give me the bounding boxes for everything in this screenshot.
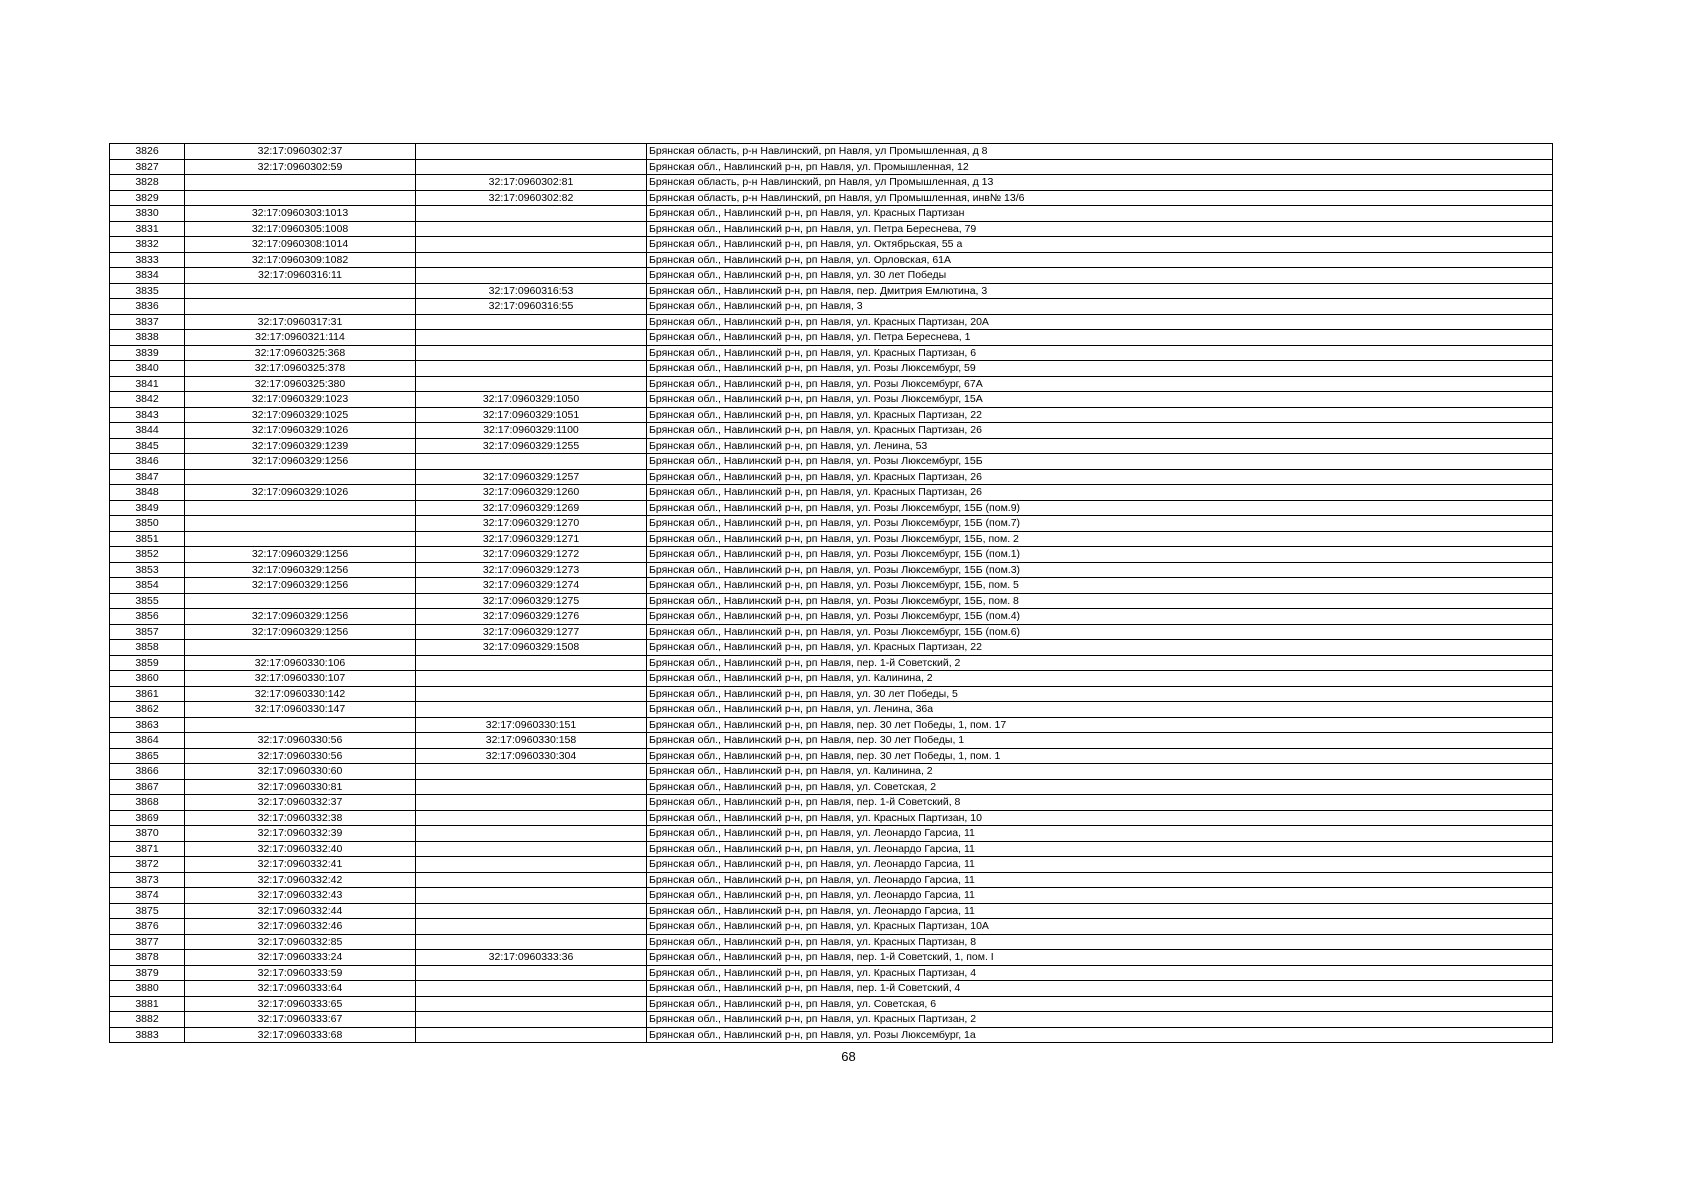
address-cell: Брянская обл., Навлинский р-н, рп Навля, 3: [647, 299, 1553, 315]
address-cell: Брянская обл., Навлинский р-н, рп Навля, ул. Розы Люксембург, 15Б, пом. 5: [647, 578, 1553, 594]
address-cell: Брянская обл., Навлинский р-н, рп Навля, пер. 1-й Советский, 2: [647, 655, 1553, 671]
row-number-cell: 3880: [110, 981, 185, 997]
cadastral-number-cell: 32:17:0960330:56: [185, 748, 416, 764]
related-cadastral-number-cell: [416, 345, 647, 361]
row-number-cell: 3836: [110, 299, 185, 315]
table-row: [110, 888, 1553, 904]
cadastral-number-cell: 32:17:0960332:38: [185, 810, 416, 826]
table-row: [110, 252, 1553, 268]
address-cell: Брянская область, р-н Навлинский, рп Навля, ул Промышленная, д 13: [647, 175, 1553, 191]
table-row: [110, 578, 1553, 594]
cadastral-number-cell: 32:17:0960308:1014: [185, 237, 416, 253]
cadastral-number-cell: [185, 516, 416, 532]
related-cadastral-number-cell: [416, 144, 647, 160]
row-number-cell: 3863: [110, 717, 185, 733]
table-row: [110, 919, 1553, 935]
related-cadastral-number-cell: [416, 268, 647, 284]
related-cadastral-number-cell: 32:17:0960329:1271: [416, 531, 647, 547]
address-cell: Брянская область, р-н Навлинский, рп Навля, ул Промышленная, д 8: [647, 144, 1553, 160]
row-number-cell: 3875: [110, 903, 185, 919]
related-cadastral-number-cell: 32:17:0960302:82: [416, 190, 647, 206]
cadastral-number-cell: 32:17:0960305:1008: [185, 221, 416, 237]
table-row: [110, 221, 1553, 237]
table-row: [110, 702, 1553, 718]
related-cadastral-number-cell: [416, 1027, 647, 1043]
address-cell: Брянская обл., Навлинский р-н, рп Навля, ул. Ленина, 53: [647, 438, 1553, 454]
related-cadastral-number-cell: [416, 237, 647, 253]
cadastral-number-cell: 32:17:0960330:60: [185, 764, 416, 780]
table-row: [110, 1012, 1553, 1028]
cadastral-number-cell: 32:17:0960330:81: [185, 779, 416, 795]
address-cell: Брянская обл., Навлинский р-н, рп Навля, ул. 30 лет Победы: [647, 268, 1553, 284]
related-cadastral-number-cell: 32:17:0960329:1277: [416, 624, 647, 640]
related-cadastral-number-cell: 32:17:0960329:1255: [416, 438, 647, 454]
row-number-cell: 3834: [110, 268, 185, 284]
address-cell: Брянская обл., Навлинский р-н, рп Навля, ул. Розы Люксембург, 15Б (пом.1): [647, 547, 1553, 563]
table-row: [110, 283, 1553, 299]
cadastral-number-cell: 32:17:0960332:39: [185, 826, 416, 842]
table-row: [110, 671, 1553, 687]
related-cadastral-number-cell: [416, 981, 647, 997]
table-row: [110, 361, 1553, 377]
related-cadastral-number-cell: 32:17:0960329:1270: [416, 516, 647, 532]
address-cell: Брянская обл., Навлинский р-н, рп Навля, ул. Розы Люксембург, 15Б (пом.9): [647, 500, 1553, 516]
cadastral-number-cell: 32:17:0960325:378: [185, 361, 416, 377]
cadastral-number-cell: [185, 299, 416, 315]
row-number-cell: 3833: [110, 252, 185, 268]
address-cell: Брянская обл., Навлинский р-н, рп Навля, ул. Октябрьская, 55 а: [647, 237, 1553, 253]
row-number-cell: 3850: [110, 516, 185, 532]
related-cadastral-number-cell: 32:17:0960316:53: [416, 283, 647, 299]
related-cadastral-number-cell: [416, 779, 647, 795]
cadastral-number-cell: [185, 469, 416, 485]
cadastral-number-cell: 32:17:0960302:59: [185, 159, 416, 175]
cadastral-number-cell: 32:17:0960330:147: [185, 702, 416, 718]
cadastral-number-cell: 32:17:0960333:65: [185, 996, 416, 1012]
address-cell: Брянская обл., Навлинский р-н, рп Навля, ул. Леонардо Гарсиа, 11: [647, 826, 1553, 842]
row-number-cell: 3849: [110, 500, 185, 516]
address-cell: Брянская обл., Навлинский р-н, рп Навля, ул. Калинина, 2: [647, 764, 1553, 780]
address-cell: Брянская обл., Навлинский р-н, рп Навля, пер. 30 лет Победы, 1, пом. 17: [647, 717, 1553, 733]
row-number-cell: 3878: [110, 950, 185, 966]
row-number-cell: 3827: [110, 159, 185, 175]
address-cell: Брянская обл., Навлинский р-н, рп Навля, ул. Розы Люксембург, 15Б, пом. 2: [647, 531, 1553, 547]
row-number-cell: 3873: [110, 872, 185, 888]
table-row: [110, 717, 1553, 733]
row-number-cell: 3856: [110, 609, 185, 625]
related-cadastral-number-cell: [416, 159, 647, 175]
row-number-cell: 3839: [110, 345, 185, 361]
table-row: [110, 965, 1553, 981]
cadastral-number-cell: [185, 190, 416, 206]
cadastral-number-cell: [185, 640, 416, 656]
table-row: [110, 485, 1553, 501]
cadastral-number-cell: 32:17:0960332:41: [185, 857, 416, 873]
table-row: [110, 500, 1553, 516]
row-number-cell: 3858: [110, 640, 185, 656]
table-row: [110, 438, 1553, 454]
address-cell: Брянская обл., Навлинский р-н, рп Навля, ул. Розы Люксембург, 59: [647, 361, 1553, 377]
row-number-cell: 3883: [110, 1027, 185, 1043]
row-number-cell: 3838: [110, 330, 185, 346]
row-number-cell: 3874: [110, 888, 185, 904]
address-cell: Брянская обл., Навлинский р-н, рп Навля, пер. Дмитрия Емлютина, 3: [647, 283, 1553, 299]
related-cadastral-number-cell: [416, 841, 647, 857]
address-cell: Брянская обл., Навлинский р-н, рп Навля, ул. Красных Партизан, 26: [647, 485, 1553, 501]
table-row: [110, 748, 1553, 764]
row-number-cell: 3826: [110, 144, 185, 160]
property-table: [109, 143, 1553, 1043]
address-cell: Брянская обл., Навлинский р-н, рп Навля, ул. Советская, 6: [647, 996, 1553, 1012]
row-number-cell: 3857: [110, 624, 185, 640]
address-cell: Брянская обл., Навлинский р-н, рп Навля, ул. 30 лет Победы, 5: [647, 686, 1553, 702]
row-number-cell: 3848: [110, 485, 185, 501]
related-cadastral-number-cell: [416, 655, 647, 671]
related-cadastral-number-cell: [416, 376, 647, 392]
row-number-cell: 3843: [110, 407, 185, 423]
row-number-cell: 3869: [110, 810, 185, 826]
row-number-cell: 3851: [110, 531, 185, 547]
row-number-cell: 3842: [110, 392, 185, 408]
address-cell: Брянская обл., Навлинский р-н, рп Навля, ул. Розы Люксембург, 15Б, пом. 8: [647, 593, 1553, 609]
table-row: [110, 376, 1553, 392]
related-cadastral-number-cell: [416, 919, 647, 935]
row-number-cell: 3841: [110, 376, 185, 392]
address-cell: Брянская обл., Навлинский р-н, рп Навля, ул. Леонардо Гарсиа, 11: [647, 872, 1553, 888]
related-cadastral-number-cell: 32:17:0960329:1100: [416, 423, 647, 439]
table-row: [110, 950, 1553, 966]
table-row: [110, 547, 1553, 563]
address-cell: Брянская обл., Навлинский р-н, рп Навля, пер. 30 лет Победы, 1, пом. 1: [647, 748, 1553, 764]
address-cell: Брянская обл., Навлинский р-н, рп Навля, пер. 1-й Советский, 8: [647, 795, 1553, 811]
cadastral-number-cell: 32:17:0960329:1256: [185, 562, 416, 578]
page-number: 68: [841, 1049, 856, 1064]
address-cell: Брянская обл., Навлинский р-н, рп Навля, ул. Петра Береснева, 79: [647, 221, 1553, 237]
related-cadastral-number-cell: 32:17:0960329:1260: [416, 485, 647, 501]
address-cell: Брянская обл., Навлинский р-н, рп Навля, ул. Красных Партизан, 8: [647, 934, 1553, 950]
cadastral-number-cell: 32:17:0960329:1026: [185, 423, 416, 439]
table-row: [110, 655, 1553, 671]
related-cadastral-number-cell: 32:17:0960316:55: [416, 299, 647, 315]
table-row: [110, 407, 1553, 423]
address-cell: Брянская обл., Навлинский р-н, рп Навля, ул. Красных Партизан, 22: [647, 640, 1553, 656]
address-cell: Брянская обл., Навлинский р-н, рп Навля, ул. Ленина, 36а: [647, 702, 1553, 718]
address-cell: Брянская обл., Навлинский р-н, рп Навля, ул. Петра Береснева, 1: [647, 330, 1553, 346]
address-cell: Брянская обл., Навлинский р-н, рп Навля, ул. Розы Люксембург, 15Б (пом.7): [647, 516, 1553, 532]
address-cell: Брянская обл., Навлинский р-н, рп Навля, ул. Розы Люксембург, 15Б: [647, 454, 1553, 470]
table-row: [110, 190, 1553, 206]
row-number-cell: 3881: [110, 996, 185, 1012]
address-cell: Брянская обл., Навлинский р-н, рп Навля, пер. 30 лет Победы, 1: [647, 733, 1553, 749]
cadastral-number-cell: 32:17:0960303:1013: [185, 206, 416, 222]
related-cadastral-number-cell: 32:17:0960329:1051: [416, 407, 647, 423]
table-row: [110, 144, 1553, 160]
table-row: [110, 872, 1553, 888]
address-cell: Брянская обл., Навлинский р-н, рп Навля, ул. Леонардо Гарсиа, 11: [647, 841, 1553, 857]
table-row: [110, 857, 1553, 873]
table-row: [110, 593, 1553, 609]
related-cadastral-number-cell: [416, 903, 647, 919]
related-cadastral-number-cell: [416, 206, 647, 222]
row-number-cell: 3854: [110, 578, 185, 594]
table-row: [110, 454, 1553, 470]
row-number-cell: 3852: [110, 547, 185, 563]
table-row: [110, 1027, 1553, 1043]
cadastral-number-cell: [185, 500, 416, 516]
row-number-cell: 3837: [110, 314, 185, 330]
row-number-cell: 3860: [110, 671, 185, 687]
cadastral-number-cell: 32:17:0960329:1256: [185, 624, 416, 640]
cadastral-number-cell: 32:17:0960329:1026: [185, 485, 416, 501]
cadastral-number-cell: 32:17:0960329:1256: [185, 609, 416, 625]
cadastral-number-cell: [185, 717, 416, 733]
cadastral-number-cell: 32:17:0960332:44: [185, 903, 416, 919]
related-cadastral-number-cell: [416, 857, 647, 873]
address-cell: Брянская обл., Навлинский р-н, рп Навля, ул. Красных Партизан, 4: [647, 965, 1553, 981]
address-cell: Брянская обл., Навлинский р-н, рп Навля, пер. 1-й Советский, 4: [647, 981, 1553, 997]
row-number-cell: 3846: [110, 454, 185, 470]
address-cell: Брянская обл., Навлинский р-н, рп Навля, ул. Промышленная, 12: [647, 159, 1553, 175]
related-cadastral-number-cell: 32:17:0960330:304: [416, 748, 647, 764]
related-cadastral-number-cell: [416, 1012, 647, 1028]
row-number-cell: 3879: [110, 965, 185, 981]
table-row: [110, 624, 1553, 640]
cadastral-number-cell: 32:17:0960329:1256: [185, 547, 416, 563]
cadastral-number-cell: 32:17:0960332:85: [185, 934, 416, 950]
address-cell: Брянская обл., Навлинский р-н, рп Навля, ул. Розы Люксембург, 15А: [647, 392, 1553, 408]
address-cell: Брянская обл., Навлинский р-н, рп Навля, ул. Леонардо Гарсиа, 11: [647, 903, 1553, 919]
related-cadastral-number-cell: 32:17:0960329:1274: [416, 578, 647, 594]
related-cadastral-number-cell: [416, 872, 647, 888]
address-cell: Брянская область, р-н Навлинский, рп Навля, ул Промышленная, инв№ 13/6: [647, 190, 1553, 206]
table-row: [110, 345, 1553, 361]
table-row: [110, 175, 1553, 191]
cadastral-number-cell: 32:17:0960333:68: [185, 1027, 416, 1043]
table-row: [110, 640, 1553, 656]
cadastral-number-cell: [185, 175, 416, 191]
table-row: [110, 531, 1553, 547]
related-cadastral-number-cell: [416, 361, 647, 377]
row-number-cell: 3844: [110, 423, 185, 439]
related-cadastral-number-cell: 32:17:0960329:1276: [416, 609, 647, 625]
table-row: [110, 810, 1553, 826]
related-cadastral-number-cell: [416, 888, 647, 904]
address-cell: Брянская обл., Навлинский р-н, рп Навля, ул. Леонардо Гарсиа, 11: [647, 857, 1553, 873]
address-cell: Брянская обл., Навлинский р-н, рп Навля, ул. Леонардо Гарсиа, 11: [647, 888, 1553, 904]
cadastral-number-cell: 32:17:0960333:64: [185, 981, 416, 997]
related-cadastral-number-cell: 32:17:0960329:1269: [416, 500, 647, 516]
related-cadastral-number-cell: [416, 764, 647, 780]
table-row: [110, 562, 1553, 578]
related-cadastral-number-cell: [416, 965, 647, 981]
address-cell: Брянская обл., Навлинский р-н, рп Навля, ул. Красных Партизан, 2: [647, 1012, 1553, 1028]
cadastral-number-cell: 32:17:0960333:67: [185, 1012, 416, 1028]
address-cell: Брянская обл., Навлинский р-н, рп Навля, ул. Красных Партизан, 6: [647, 345, 1553, 361]
table-body: [110, 144, 1553, 1043]
cadastral-number-cell: 32:17:0960316:11: [185, 268, 416, 284]
table-row: [110, 299, 1553, 315]
row-number-cell: 3876: [110, 919, 185, 935]
related-cadastral-number-cell: 32:17:0960329:1508: [416, 640, 647, 656]
cadastral-number-cell: 32:17:0960332:40: [185, 841, 416, 857]
cadastral-number-cell: 32:17:0960332:43: [185, 888, 416, 904]
address-cell: Брянская обл., Навлинский р-н, рп Навля, пер. 1-й Советский, 1, пом. I: [647, 950, 1553, 966]
related-cadastral-number-cell: 32:17:0960330:151: [416, 717, 647, 733]
related-cadastral-number-cell: 32:17:0960329:1273: [416, 562, 647, 578]
cadastral-number-cell: 32:17:0960333:24: [185, 950, 416, 966]
cadastral-number-cell: 32:17:0960332:42: [185, 872, 416, 888]
cadastral-number-cell: [185, 283, 416, 299]
related-cadastral-number-cell: 32:17:0960330:158: [416, 733, 647, 749]
row-number-cell: 3853: [110, 562, 185, 578]
table-row: [110, 981, 1553, 997]
row-number-cell: 3877: [110, 934, 185, 950]
cadastral-number-cell: 32:17:0960329:1025: [185, 407, 416, 423]
address-cell: Брянская обл., Навлинский р-н, рп Навля, ул. Красных Партизан: [647, 206, 1553, 222]
cadastral-number-cell: 32:17:0960332:37: [185, 795, 416, 811]
table-row: [110, 779, 1553, 795]
table-row: [110, 934, 1553, 950]
row-number-cell: 3882: [110, 1012, 185, 1028]
table-row: [110, 686, 1553, 702]
related-cadastral-number-cell: [416, 795, 647, 811]
address-cell: Брянская обл., Навлинский р-н, рп Навля, ул. Красных Партизан, 26: [647, 423, 1553, 439]
row-number-cell: 3866: [110, 764, 185, 780]
cadastral-number-cell: 32:17:0960329:1256: [185, 454, 416, 470]
table-row: [110, 996, 1553, 1012]
row-number-cell: 3861: [110, 686, 185, 702]
table-row: [110, 392, 1553, 408]
cadastral-number-cell: 32:17:0960325:380: [185, 376, 416, 392]
related-cadastral-number-cell: [416, 221, 647, 237]
cadastral-number-cell: 32:17:0960330:142: [185, 686, 416, 702]
related-cadastral-number-cell: 32:17:0960329:1272: [416, 547, 647, 563]
cadastral-number-cell: 32:17:0960332:46: [185, 919, 416, 935]
row-number-cell: 3862: [110, 702, 185, 718]
address-cell: Брянская обл., Навлинский р-н, рп Навля, ул. Розы Люксембург, 1а: [647, 1027, 1553, 1043]
related-cadastral-number-cell: [416, 810, 647, 826]
related-cadastral-number-cell: [416, 252, 647, 268]
row-number-cell: 3872: [110, 857, 185, 873]
related-cadastral-number-cell: [416, 330, 647, 346]
row-number-cell: 3868: [110, 795, 185, 811]
table-row: [110, 237, 1553, 253]
address-cell: Брянская обл., Навлинский р-н, рп Навля, ул. Розы Люксембург, 15Б (пом.4): [647, 609, 1553, 625]
related-cadastral-number-cell: 32:17:0960329:1050: [416, 392, 647, 408]
table-row: [110, 516, 1553, 532]
row-number-cell: 3855: [110, 593, 185, 609]
table-row: [110, 795, 1553, 811]
address-cell: Брянская обл., Навлинский р-н, рп Навля, ул. Советская, 2: [647, 779, 1553, 795]
address-cell: Брянская обл., Навлинский р-н, рп Навля, ул. Розы Люксембург, 67А: [647, 376, 1553, 392]
cadastral-number-cell: 32:17:0960329:1239: [185, 438, 416, 454]
cadastral-number-cell: 32:17:0960330:56: [185, 733, 416, 749]
row-number-cell: 3870: [110, 826, 185, 842]
cadastral-number-cell: 32:17:0960321:114: [185, 330, 416, 346]
related-cadastral-number-cell: 32:17:0960333:36: [416, 950, 647, 966]
table-row: [110, 469, 1553, 485]
address-cell: Брянская обл., Навлинский р-н, рп Навля, ул. Красных Партизан, 26: [647, 469, 1553, 485]
cadastral-number-cell: 32:17:0960317:31: [185, 314, 416, 330]
address-cell: Брянская обл., Навлинский р-н, рп Навля, ул. Орловская, 61А: [647, 252, 1553, 268]
cadastral-number-cell: 32:17:0960329:1023: [185, 392, 416, 408]
related-cadastral-number-cell: 32:17:0960302:81: [416, 175, 647, 191]
row-number-cell: 3832: [110, 237, 185, 253]
row-number-cell: 3831: [110, 221, 185, 237]
address-cell: Брянская обл., Навлинский р-н, рп Навля, ул. Калинина, 2: [647, 671, 1553, 687]
cadastral-number-cell: 32:17:0960302:37: [185, 144, 416, 160]
table-row: [110, 330, 1553, 346]
related-cadastral-number-cell: [416, 314, 647, 330]
table-row: [110, 268, 1553, 284]
related-cadastral-number-cell: [416, 702, 647, 718]
related-cadastral-number-cell: [416, 454, 647, 470]
row-number-cell: 3847: [110, 469, 185, 485]
address-cell: Брянская обл., Навлинский р-н, рп Навля, ул. Красных Партизан, 10: [647, 810, 1553, 826]
related-cadastral-number-cell: [416, 934, 647, 950]
related-cadastral-number-cell: [416, 671, 647, 687]
table-row: [110, 903, 1553, 919]
table-row: [110, 609, 1553, 625]
row-number-cell: 3845: [110, 438, 185, 454]
row-number-cell: 3864: [110, 733, 185, 749]
related-cadastral-number-cell: 32:17:0960329:1257: [416, 469, 647, 485]
address-cell: Брянская обл., Навлинский р-н, рп Навля, ул. Красных Партизан, 10А: [647, 919, 1553, 935]
row-number-cell: 3840: [110, 361, 185, 377]
table-row: [110, 841, 1553, 857]
table-row: [110, 423, 1553, 439]
cadastral-number-cell: 32:17:0960330:107: [185, 671, 416, 687]
related-cadastral-number-cell: 32:17:0960329:1275: [416, 593, 647, 609]
row-number-cell: 3828: [110, 175, 185, 191]
table-row: [110, 314, 1553, 330]
cadastral-number-cell: [185, 593, 416, 609]
related-cadastral-number-cell: [416, 686, 647, 702]
cadastral-number-cell: 32:17:0960309:1082: [185, 252, 416, 268]
address-cell: Брянская обл., Навлинский р-н, рп Навля, ул. Красных Партизан, 22: [647, 407, 1553, 423]
table-row: [110, 733, 1553, 749]
row-number-cell: 3871: [110, 841, 185, 857]
cadastral-number-cell: [185, 531, 416, 547]
row-number-cell: 3830: [110, 206, 185, 222]
table-row: [110, 826, 1553, 842]
cadastral-number-cell: 32:17:0960329:1256: [185, 578, 416, 594]
related-cadastral-number-cell: [416, 826, 647, 842]
row-number-cell: 3865: [110, 748, 185, 764]
table-row: [110, 206, 1553, 222]
related-cadastral-number-cell: [416, 996, 647, 1012]
row-number-cell: 3829: [110, 190, 185, 206]
cadastral-number-cell: 32:17:0960325:368: [185, 345, 416, 361]
address-cell: Брянская обл., Навлинский р-н, рп Навля, ул. Красных Партизан, 20А: [647, 314, 1553, 330]
row-number-cell: 3867: [110, 779, 185, 795]
row-number-cell: 3835: [110, 283, 185, 299]
cadastral-number-cell: 32:17:0960330:106: [185, 655, 416, 671]
table-row: [110, 764, 1553, 780]
table-row: [110, 159, 1553, 175]
cadastral-number-cell: 32:17:0960333:59: [185, 965, 416, 981]
address-cell: Брянская обл., Навлинский р-н, рп Навля, ул. Розы Люксембург, 15Б (пом.6): [647, 624, 1553, 640]
address-cell: Брянская обл., Навлинский р-н, рп Навля, ул. Розы Люксембург, 15Б (пом.3): [647, 562, 1553, 578]
row-number-cell: 3859: [110, 655, 185, 671]
